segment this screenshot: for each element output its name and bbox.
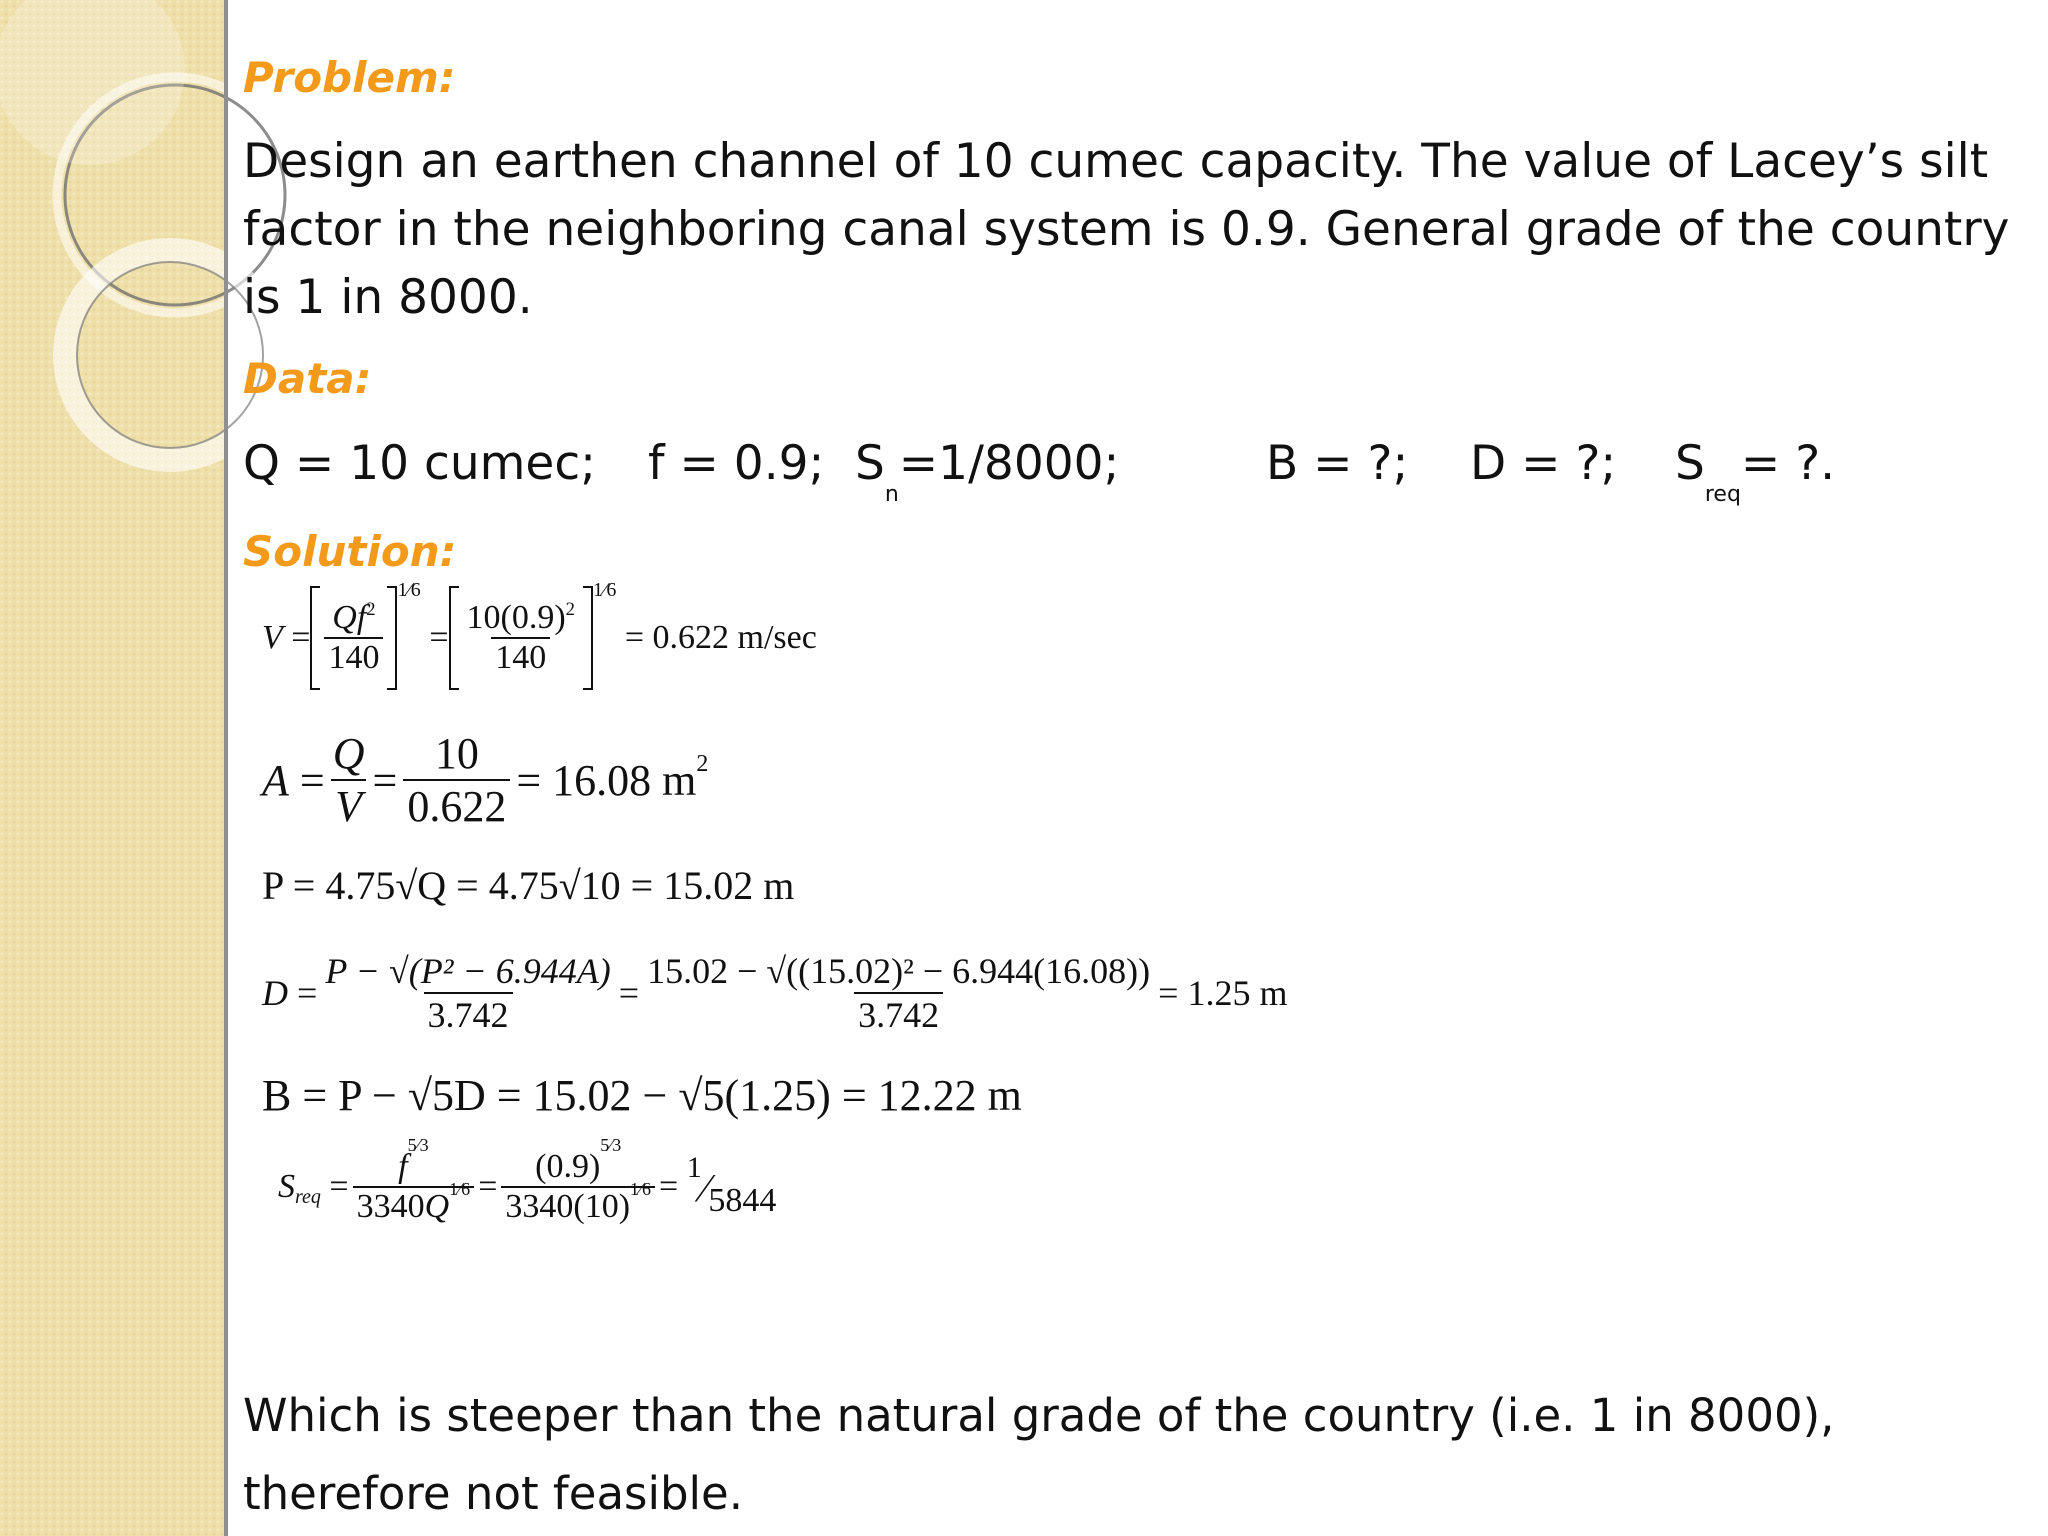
data-b: B = ?;: [1266, 436, 1409, 491]
slope-result: $^1$⁄5844: [686, 1150, 777, 1220]
conclusion-line-1: Which is steeper than the natural grade of the country (i.e. 1 in 8000),: [243, 1389, 1835, 1442]
data-sn: $S_n=1/8000$;: [855, 436, 1120, 507]
area-equation: A = $\frac{Q}{V}$ = $\frac{10}{0.622}$ = 16.08 m $^2$: [262, 729, 709, 831]
band-divider: [224, 0, 228, 1536]
solution-heading: Solution:: [243, 527, 457, 576]
slope-equation: S req = $\frac{f^{5⁄3}}{3340Q^{1⁄6}}$ = $\frac{(0.9)^{5⁄3}}{3340(10)^{1⁄6}}$ = $^1$⁄5844: [278, 1134, 777, 1225]
perimeter-equation: P = 4.75√Q = 4.75√10 = 15.02 m: [262, 863, 795, 908]
data-sreq: $S_{req}=$ ?.: [1675, 436, 1836, 507]
area-result: = 16.08 m: [516, 755, 697, 805]
data-f: f = 0.9;: [648, 436, 825, 491]
problem-heading: Problem:: [243, 53, 456, 102]
depth-result: = 1.25 m: [1158, 973, 1288, 1013]
conclusion-line-2: therefore not feasible.: [243, 1467, 744, 1520]
problem-text: Design an earthen channel of 10 cumec capacity. The value of Lacey’s silt factor in the neighboring canal system is 0.9. General grade of the country is 1 in 8000.: [243, 134, 2010, 325]
data-heading: Data:: [243, 354, 372, 403]
velocity-equation: V = $\frac{Qf^2}{140}$ $^{1⁄6}$ = $\frac{10(0.9)^2}{140}$ $^{1⁄6}$ = 0.622 m/sec: [262, 578, 817, 698]
data-q: Q = 10 cumec;: [243, 436, 597, 491]
velocity-result: = 0.622 m/sec: [624, 619, 817, 656]
width-equation: B = P − √5D = 15.02 − √5(1.25) = 12.22 m: [262, 1071, 1022, 1120]
depth-equation: D = $\frac{\text{P − √(P² − 6.944A)}}{3.742}$ = $\frac{\text{15.02 − √((15.02)² − 6.944(16.08))}}{3.742}$ = 1.25 m: [262, 951, 1288, 1035]
data-d: D = ?;: [1470, 436, 1617, 491]
